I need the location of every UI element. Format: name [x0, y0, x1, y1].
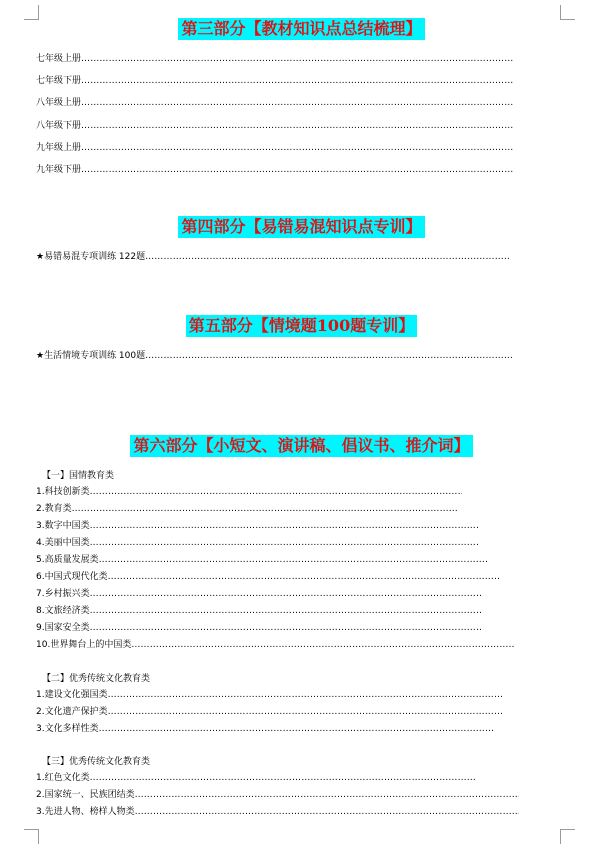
group-title: 【一】国情教育类 [42, 471, 115, 481]
group-title: 【三】优秀传统文化教育类 [42, 757, 151, 767]
leader-dots [108, 689, 502, 701]
toc-entry-label: 3.数字中国类 [36, 521, 90, 531]
leader-dots [135, 806, 519, 818]
leader-dots [90, 622, 482, 634]
toc-entry[interactable] [36, 622, 502, 634]
toc-entry[interactable] [36, 639, 542, 651]
leader-dots [135, 789, 519, 801]
section-title: 第六部分【小短文、演讲稿、倡议书、推介词】 [130, 435, 472, 457]
leader-dots [81, 97, 513, 109]
section-title: 第三部分【教材知识点总结梳理】 [178, 18, 424, 40]
toc-entry-label: 3.先进人物、榜样人物类 [36, 807, 135, 817]
leader-dots [90, 605, 482, 617]
toc-entry-label: 1.红色文化类 [36, 773, 90, 783]
toc-entry[interactable] [36, 120, 528, 132]
leader-dots [145, 350, 513, 362]
toc-entry-label: 3.文化多样性类 [36, 724, 99, 734]
toc-entry[interactable] [36, 806, 548, 818]
toc-entry-label: 八年级上册 [36, 98, 82, 108]
toc-entry[interactable] [36, 164, 528, 176]
toc-entry-label: 2.文化遗产保护类 [36, 707, 108, 717]
toc-entry-label: 七年级上册 [36, 54, 82, 64]
leader-dots [108, 706, 502, 718]
leader-dots [90, 486, 462, 498]
section-heading-part3 [0, 18, 603, 40]
leader-dots [99, 554, 489, 566]
leader-dots [108, 571, 500, 583]
section-heading-part4 [0, 216, 603, 238]
toc-entry[interactable] [36, 537, 500, 549]
toc-entry-label: 2.国家统一、民族团结类 [36, 790, 135, 800]
leader-dots [81, 164, 513, 176]
toc-entry[interactable] [36, 706, 524, 718]
toc-entry-label: 七年级下册 [36, 76, 82, 86]
toc-entry-label: 八年级下册 [36, 121, 82, 131]
leader-dots [81, 120, 513, 132]
leader-dots [90, 772, 476, 784]
toc-entry-label: 9.国家安全类 [36, 623, 90, 633]
corner-mark-bottom-right [560, 829, 575, 844]
toc-entry-label: 10.世界舞台上的中国类 [36, 640, 132, 650]
section-title: 第五部分【情境题100题专训】 [186, 315, 417, 337]
toc-entry[interactable] [36, 520, 500, 532]
toc-entry[interactable] [36, 142, 528, 154]
toc-entry[interactable] [36, 503, 466, 515]
toc-entry[interactable] [36, 251, 544, 263]
toc-entry[interactable] [36, 554, 512, 566]
toc-entry-label: 8.文旅经济类 [36, 606, 90, 616]
toc-entry[interactable] [36, 571, 524, 583]
toc-entry[interactable] [36, 723, 512, 735]
group-title: 【二】优秀传统文化教育类 [42, 674, 151, 684]
toc-entry-label: 6.中国式现代化类 [36, 572, 108, 582]
corner-mark-bottom-left [24, 829, 39, 844]
leader-dots [81, 142, 513, 154]
leader-dots [145, 251, 509, 263]
toc-entry[interactable] [36, 772, 490, 784]
toc-entry[interactable] [36, 789, 548, 801]
leader-dots [99, 723, 495, 735]
leader-dots [72, 503, 458, 515]
leader-dots [90, 588, 482, 600]
toc-entry-label: 九年级上册 [36, 143, 82, 153]
leader-dots [81, 75, 513, 87]
toc-entry[interactable] [36, 588, 502, 600]
toc-entry[interactable] [36, 486, 472, 498]
toc-entry-label: 2.教育类 [36, 504, 72, 514]
toc-entry[interactable] [36, 350, 546, 362]
toc-entry[interactable] [36, 605, 502, 617]
section-heading-part5 [0, 315, 603, 337]
leader-dots [90, 520, 478, 532]
toc-entry-label: 4.美丽中国类 [36, 538, 90, 548]
toc-entry-label: 九年级下册 [36, 165, 82, 175]
toc-entry[interactable] [36, 689, 524, 701]
toc-entry[interactable] [36, 53, 528, 65]
leader-dots [131, 639, 515, 651]
leader-dots [90, 537, 478, 549]
toc-entry-label: ★生活情境专项训练 100题 [36, 351, 146, 361]
toc-entry-label: ★易错易混专项训练 122题 [36, 252, 146, 262]
section-heading-part6 [0, 435, 603, 457]
toc-entry[interactable] [36, 75, 528, 87]
toc-entry-label: 7.乡村振兴类 [36, 589, 90, 599]
leader-dots [81, 53, 513, 65]
toc-entry-label: 1.建设文化强国类 [36, 690, 108, 700]
toc-entry-label: 1.科技创新类 [36, 487, 90, 497]
toc-entry[interactable] [36, 97, 528, 109]
toc-entry-label: 5.高质量发展类 [36, 555, 99, 565]
section-title: 第四部分【易错易混知识点专训】 [178, 216, 424, 238]
